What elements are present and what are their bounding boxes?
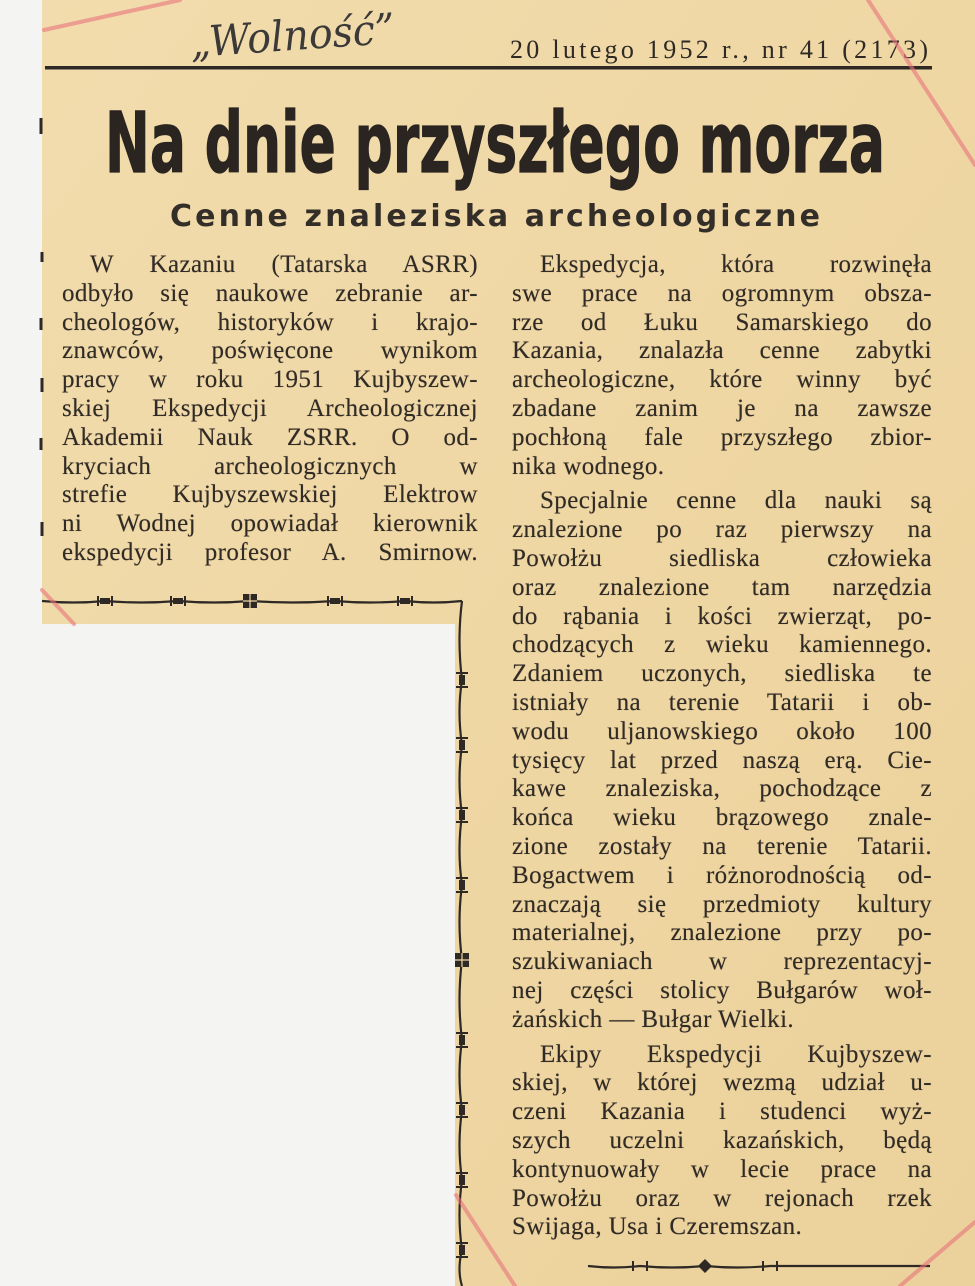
text-line: żańskich — Bułgar Wielki. [512,1005,795,1033]
text-line: cheologów, historyków i krajo- [62,308,478,336]
text-line: Akademii Nauk ZSRR. O od- [62,423,478,451]
text-line: swe prace na ogromnym obsza- [512,279,932,307]
text-line: nika wodnego. [512,452,665,480]
text-line: Powołżu oraz w rejonach rzek [512,1184,932,1212]
text-line: rze od Łuku Samarskiego do [512,308,932,336]
text-line: archeologiczne, które winny być [512,366,932,394]
text-line: Ekspedycja, która rozwinęła [540,251,932,278]
article-paragraph [512,487,932,1034]
text-line: Ekipy Ekspedycji Kujbyszew- [540,1040,932,1068]
text-line: do rąbania i kości zwierząt, po- [512,602,932,630]
text-line: znawców, poświęcone wynikom [62,337,478,365]
article-paragraph [62,251,478,568]
text-line: zbadane zanim je na zawsze [512,394,932,422]
text-line: odbyło się naukowe zebranie ar- [62,279,478,307]
text-line: ni Wodnej opowiadał kierownik [62,510,478,538]
text-line: zione zostały na terenie Tatarii. [512,832,932,860]
text-line: skiej, w której wezmą udział u- [512,1069,932,1097]
text-line: nej części stolicy Bułgarów woł- [512,976,932,1004]
subheadline: Cenne znaleziska archeologiczne [170,199,820,234]
text-line: W Kazaniu (Tatarska ASRR) [90,251,478,278]
text-line: tysięcy lat przed naszą erą. Cie- [512,746,932,774]
text-line: końca wieku brązowego znale- [512,804,932,832]
text-line: szukiwaniach w reprezentacyj- [512,948,932,976]
text-line: Bogactwem i różnorodnością od- [512,861,932,889]
text-line: skiej Ekspedycji Archeologicznej [62,394,478,422]
handwritten-annotation: „Wolność” [188,2,410,68]
text-line: kawe znaleziska, pochodzące z [512,775,932,803]
article-paragraph [512,1041,932,1243]
text-line: strefie Kujbyszewskiej Elektrow [62,481,478,509]
text-line: kryciach archeologicznych w [62,452,478,480]
text-line: Specjalnie cenne dla nauki są [540,487,932,515]
text-line: chodzących z wieku kamiennego. [512,631,932,659]
text-line: materialnej, znalezione przy po- [512,919,932,947]
text-line: kontynuowały w lecie prace na [512,1155,932,1183]
article-column-right [512,251,932,1242]
text-line: wodu uljanowskiego około 100 [512,717,932,745]
text-line: Kazania, znalazła cenne zabytki [512,337,932,365]
text-line: znaczają się przedmioty kultury [512,890,932,918]
text-line: oraz znalezione tam narzędzia [512,573,932,601]
text-line: szych uczelni kazańskich, będą [512,1126,932,1154]
headline: Na dnie przyszłego morza [105,94,885,192]
text-line: czeni Kazania i studenci wyż- [512,1098,932,1126]
text-line: ekspedycji profesor A. Smirnow. [62,538,478,566]
text-line: pracy w roku 1951 Kujbyszew- [62,366,478,394]
dateline: 20 lutego 1952 r., nr 41 (2173) [510,35,928,64]
text-line: Swijaga, Usa i Czeremszan. [512,1213,803,1241]
text-line: Zdaniem uczonych, siedliska te [512,660,932,688]
article-paragraph [512,251,932,481]
article-column-left [62,251,478,568]
text-line: istniały na terenie Tatarii i ob- [512,688,932,716]
text-line: znalezione po raz pierwszy na [512,516,932,544]
text-line: pochłoną fale przyszłego zbior- [512,423,932,451]
text-line: Powołżu siedliska człowieka [512,544,932,572]
